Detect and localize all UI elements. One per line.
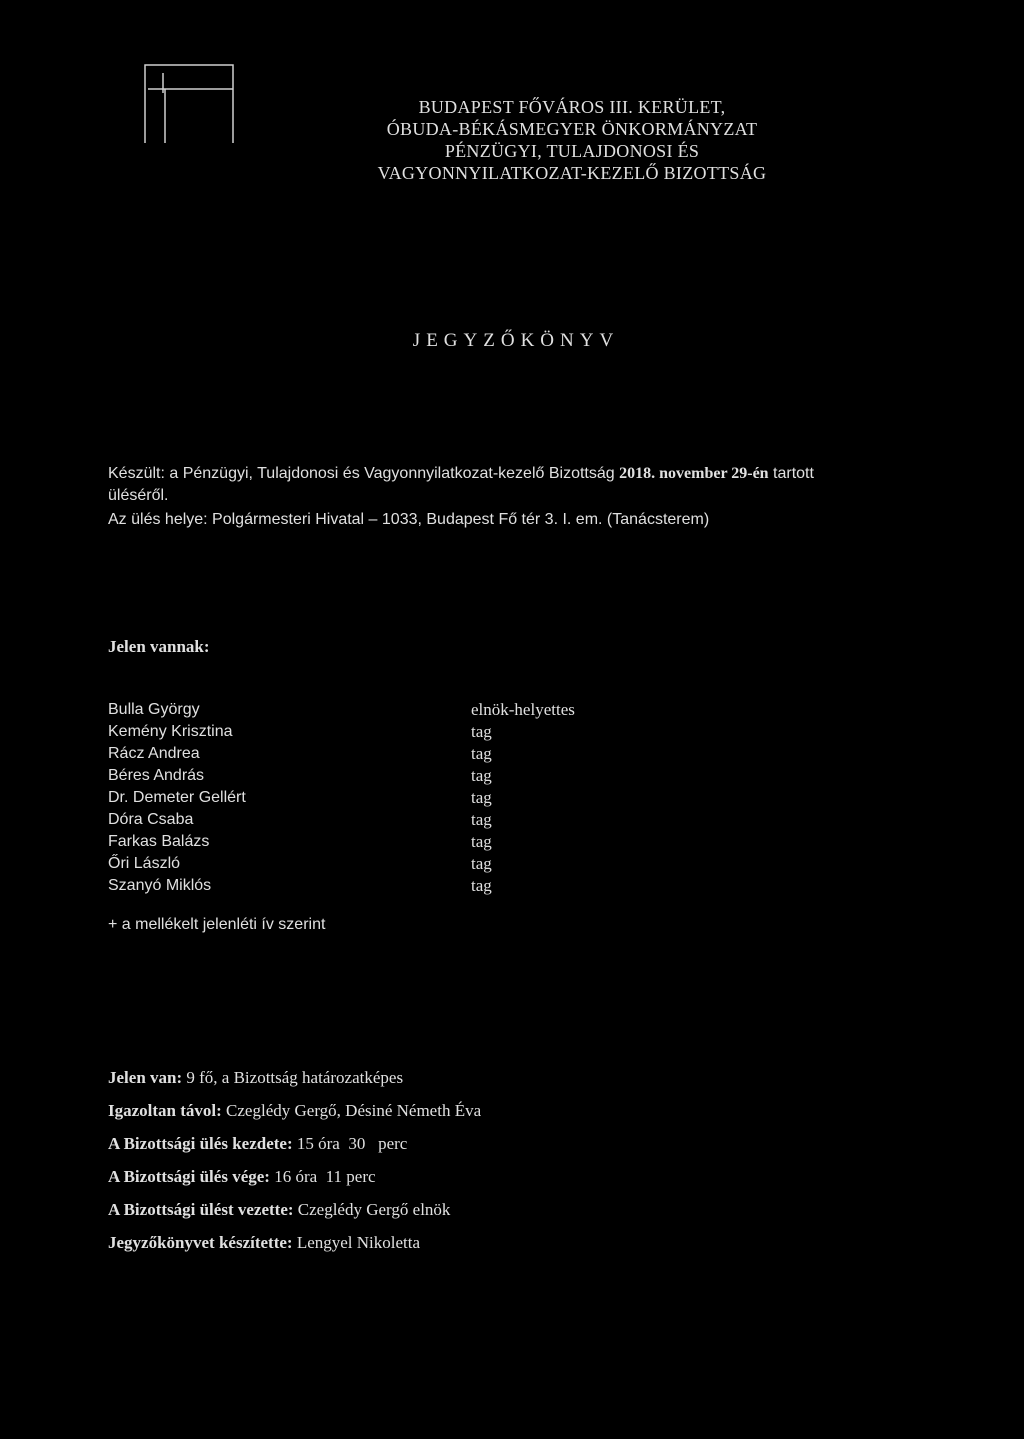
fact-label: A Bizottsági ülés kezdete: <box>108 1134 293 1153</box>
member-role: tag <box>471 854 492 873</box>
member-name: Rácz Andrea <box>108 745 200 762</box>
fact-row <box>108 1199 481 1232</box>
member-row <box>108 787 668 809</box>
member-row <box>108 831 668 853</box>
member-role: tag <box>471 876 492 895</box>
member-name: Farkas Balázs <box>108 833 210 850</box>
fact-row <box>108 1232 481 1265</box>
member-role: tag <box>471 766 492 785</box>
header-line-3: PÉNZÜGYI, TULAJDONOSI ÉS <box>444 141 700 161</box>
intro-text-end: üléséről. <box>108 487 169 504</box>
member-name: Őri László <box>108 855 181 872</box>
member-name: Bulla György <box>108 701 200 718</box>
member-list <box>108 699 668 897</box>
meeting-place: Az ülés helye: Polgármesteri Hivatal – 1033, Budapest Fő tér 3. I. em. (Tanácsterem) <box>108 511 710 528</box>
present-heading: Jelen vannak: <box>108 637 210 656</box>
fact-value: 16 óra 11 perc <box>269 1167 376 1186</box>
header-line-1: BUDAPEST FŐVÁROS III. KERÜLET, <box>418 97 726 117</box>
member-name: Szanyó Miklós <box>108 877 212 894</box>
fact-value: Lengyel Nikoletta <box>292 1233 421 1252</box>
member-role: tag <box>471 810 492 829</box>
attendance-note: + a mellékelt jelenléti ív szerint <box>108 916 326 933</box>
member-row <box>108 853 668 875</box>
fact-label: Igazoltan távol: <box>108 1101 222 1120</box>
member-name: Dóra Csaba <box>108 811 194 828</box>
fact-label: Jegyzőkönyvet készítette: <box>108 1233 293 1252</box>
fact-row <box>108 1100 481 1133</box>
member-role: tag <box>471 788 492 807</box>
member-row <box>108 765 668 787</box>
fact-row <box>108 1067 481 1100</box>
member-row <box>108 875 668 897</box>
member-row <box>108 721 668 743</box>
member-row <box>108 809 668 831</box>
member-role: tag <box>471 832 492 851</box>
member-role: elnök-helyettes <box>471 700 575 719</box>
fact-label: Jelen van: <box>108 1068 183 1087</box>
fact-value: Czeglédy Gergő, Désiné Németh Éva <box>221 1101 482 1120</box>
fact-value: 9 fő, a Bizottság határozatképes <box>182 1068 404 1087</box>
meeting-facts <box>108 1067 481 1265</box>
header-line-4: VAGYONNYILATKOZAT-KEZELŐ BIZOTTSÁG <box>377 163 767 183</box>
intro-paragraph <box>108 463 938 531</box>
member-name: Kemény Krisztina <box>108 723 233 740</box>
intro-text: Készült: a Pénzügyi, Tulajdonosi és Vagyonnyilatkozat-kezelő Bizottság <box>108 465 620 482</box>
institution-header <box>0 96 1024 184</box>
fact-label: A Bizottsági ülést vezette: <box>108 1200 294 1219</box>
fact-value: Czeglédy Gergő elnök <box>293 1200 451 1219</box>
fact-row <box>108 1133 481 1166</box>
member-row <box>108 743 668 765</box>
document-title: JEGYZŐKÖNYV <box>412 330 620 351</box>
fact-row <box>108 1166 481 1199</box>
fact-label: A Bizottsági ülés vége: <box>108 1167 270 1186</box>
intro-text-tail: tartott <box>768 465 814 482</box>
member-name: Béres András <box>108 767 205 784</box>
header-line-2: ÓBUDA-BÉKÁSMEGYER ÖNKORMÁNYZAT <box>386 119 758 139</box>
member-role: tag <box>471 744 492 763</box>
member-row <box>108 699 668 721</box>
member-name: Dr. Demeter Gellért <box>108 789 246 806</box>
fact-value: 15 óra 30 perc <box>292 1134 408 1153</box>
meeting-date: 2018. november 29-én <box>619 465 769 482</box>
member-role: tag <box>471 722 492 741</box>
